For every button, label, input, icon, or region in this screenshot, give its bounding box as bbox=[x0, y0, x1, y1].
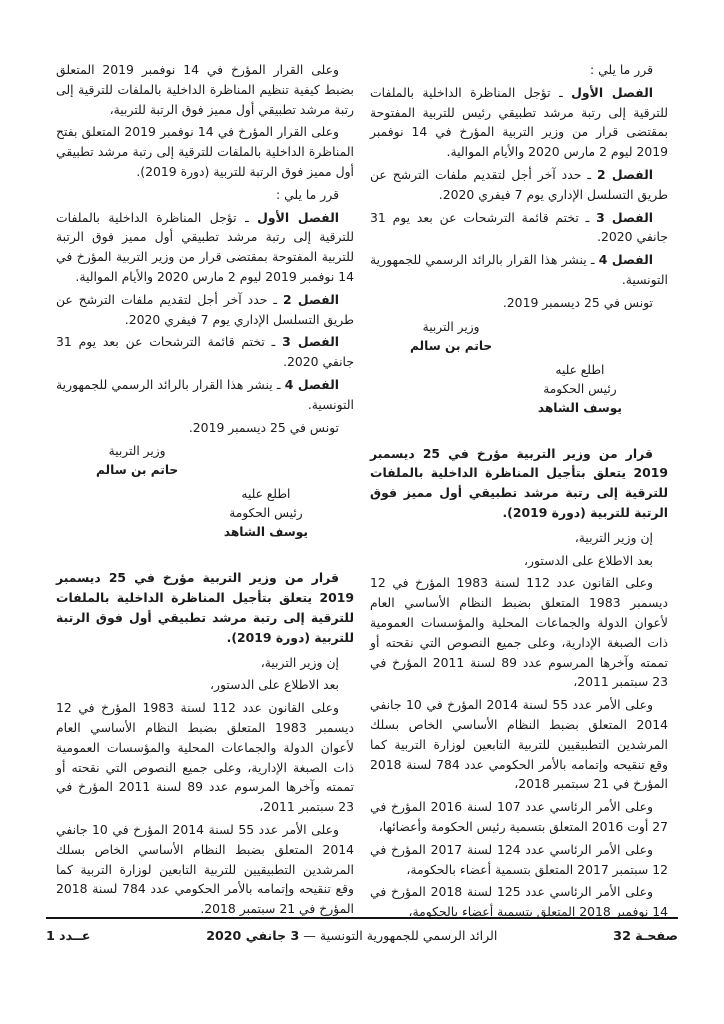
body-paragraph: وعلى الأمر الرئاسي عدد 124 لسنة 2017 المؤرخ في 12 سبتمبر 2017 المتعلق بتسمية أعضاء بالحكومة، bbox=[370, 841, 668, 877]
decision-intro: قرر ما يلي : bbox=[275, 186, 339, 202]
column-right bbox=[370, 60, 668, 925]
article-paragraph: الفصل الأول ـ تؤجل المناظرة الداخلية بالملفات للترقية إلى رتبة مرشد تطبيقي أول مميز فوق الرتبة للتربية المفتوحة بمقتضى قرار من وزير التربية المؤرخ في 14 نوفمبر 2019 ليوم 2 مارس 2020 والأيام الموالية. bbox=[56, 209, 354, 284]
article-label: الفصل الأول bbox=[257, 209, 339, 225]
article-label: الفصل 2 bbox=[596, 166, 653, 182]
signature-title: رئيس الحكومة bbox=[543, 381, 617, 396]
article-label: الفصل 4 bbox=[284, 376, 339, 392]
body-paragraph: وعلى القانون عدد 112 لسنة 1983 المؤرخ في 12 ديسمبر 1983 المتعلق بضبط النظام الأساسي العام لأعوان الدولة والجماعات المحلية والمؤسسات العمومية ذات الصبغة الإدارية، وعلى جميع النصوص التي نقحته أو تممته وآخرها المرسوم عدد 89 لسنة 2011 المؤرخ في 23 سبتمبر 2011، bbox=[56, 700, 354, 815]
place-date-line: تونس في 25 ديسمبر 2019. bbox=[502, 294, 653, 310]
signatory-name: حاتم بن سالم bbox=[410, 338, 493, 353]
article-paragraph: الفصل 3 ـ تختم قائمة الترشحات عن بعد يوم 31 جانفي 2020. bbox=[56, 334, 354, 370]
place-date-line: تونس في 25 ديسمبر 2019. bbox=[188, 419, 339, 435]
footer-issue-label: عــدد bbox=[59, 929, 91, 944]
signature-title: اطلع عليه bbox=[241, 487, 291, 502]
signature-block-minister bbox=[96, 442, 178, 480]
article-label: الفصل الأول bbox=[571, 84, 653, 100]
footer-page-label: صفحـة bbox=[635, 929, 678, 944]
article-label: الفصل 4 bbox=[598, 252, 653, 268]
article-label: الفصل 2 bbox=[282, 291, 339, 307]
article-paragraph: الفصل 4 ـ ينشر هذا القرار بالرائد الرسمي للجمهورية التونسية. bbox=[370, 252, 668, 287]
signatory-name: يوسف الشاهد bbox=[537, 400, 622, 415]
article-label: الفصل 3 bbox=[596, 209, 653, 225]
article-paragraph: الفصل 2 ـ حدد آخر أجل لتقديم ملفات الترشح عن طريق التسلسل الإداري يوم 7 فيفري 2020. bbox=[56, 291, 354, 327]
signature-title: وزير التربية bbox=[422, 319, 480, 334]
body-paragraph: وعلى الأمر عدد 55 لسنة 2014 المؤرخ في 10 جانفي 2014 المتعلق بضبط النظام الأساسي الخاص بسلك المرشدين التطبيقيين للتربية التابعين لوزارة التربية كما وقع تنقيحه وإتمامه بالأمر الحكومي عدد 784 لسنة 2018 المؤرخ في 21 سبتمبر 2018. bbox=[56, 821, 355, 917]
body-paragraph: وعلى القرار المؤرخ في 14 نوفمبر 2019 المتعلق بفتح المناظرة الداخلية بالملفات للترقية إلى رتبة مرشد تطبيقي أول مميز فوق الرتبة للتربية (دورة 2019). bbox=[56, 124, 354, 179]
body-paragraph: وعلى القانون عدد 112 لسنة 1983 المؤرخ في 12 ديسمبر 1983 المتعلق بضبط النظام الأساسي العام لأعوان الدولة والجماعات المحلية والمؤسسات العمومية ذات الصبغة الإدارية، وعلى جميع النصوص التي نقحته أو تممته وآخرها المرسوم عدد 89 لسنة 2011 المؤرخ في 23 سبتمبر 2011، bbox=[370, 575, 668, 690]
article-paragraph: الفصل الأول ـ تؤجل المناظرة الداخلية بالملفات للترقية إلى رتبة مرشد تطبيقي رئيس للتربية المفتوحة بمقتضى قرار من وزير التربية المؤرخ في 14 نوفمبر 2019 ليوم 2 مارس 2020 والأيام الموالية. bbox=[370, 84, 668, 160]
body-paragraph: وعلى الأمر عدد 55 لسنة 2014 المؤرخ في 10 جانفي 2014 المتعلق بضبط النظام الأساسي الخاص بسلك المرشدين التطبيقيين للتربية التابعين لوزارة التربية كما وقع تنقيحه وإتمامه بالأمر الحكومي عدد 784 لسنة 2018 المؤرخ في 21 سبتمبر 2018، bbox=[370, 697, 669, 792]
signatory-name: حاتم بن سالم bbox=[96, 463, 179, 478]
decision-intro: قرر ما يلي : bbox=[589, 62, 653, 77]
body-paragraph: وعلى الأمر الرئاسي عدد 107 لسنة 2016 المؤرخ في 27 أوت 2016 المتعلق بتسمية رئيس الحكومة وأعضائها، bbox=[370, 799, 668, 834]
body-paragraph: إن وزير التربية، bbox=[260, 654, 339, 670]
footer bbox=[46, 928, 678, 944]
article-paragraph: الفصل 3 ـ تختم قائمة الترشحات عن بعد يوم 31 جانفي 2020. bbox=[370, 209, 668, 245]
decree-heading: قرار من وزير التربية مؤرخ في 25 ديسمبر 2019 يتعلق بتأجيل المناظرة الداخلية بالملفات للترقية إلى رتبة مرشد تطبيقي أول فوق الرتبة للتربية (دورة 2019). bbox=[56, 570, 354, 645]
signature-block-countersign bbox=[224, 485, 308, 542]
body-paragraph: وعلى القرار المؤرخ في 14 نوفمبر 2019 المتعلق بضبط كيفية تنظيم المناظرة الداخلية بالملفات للترقية إلى رتبة مرشد تطبيقي أول مميز فوق الرتبة للتربية، bbox=[56, 62, 354, 117]
signature-block-minister bbox=[410, 318, 492, 356]
signature-title: رئيس الحكومة bbox=[229, 506, 303, 521]
column-left bbox=[56, 60, 354, 922]
footer-issue-number bbox=[46, 929, 90, 944]
footer-divider bbox=[46, 917, 678, 919]
article-paragraph: الفصل 2 ـ حدد آخر أجل لتقديم ملفات الترشح عن طريق التسلسل الإداري يوم 7 فيفري 2020. bbox=[370, 166, 668, 202]
article-label: الفصل 3 bbox=[282, 334, 339, 350]
signatory-name: يوسف الشاهد bbox=[223, 525, 308, 540]
body-paragraph: إن وزير التربية، bbox=[574, 529, 653, 545]
footer-issue-value: 1 bbox=[46, 929, 55, 944]
footer-page-value: 32 bbox=[613, 929, 631, 944]
body-paragraph: وعلى الأمر الرئاسي عدد 125 لسنة 2018 المؤرخ في 14 نوفمبر 2018 المتعلق بتسمية أعضاء بالحكومة، bbox=[370, 884, 668, 920]
article-paragraph: الفصل 4 ـ ينشر هذا القرار بالرائد الرسمي للجمهورية التونسية. bbox=[56, 376, 354, 412]
footer-journal-line bbox=[206, 928, 497, 943]
signature-block-countersign bbox=[538, 361, 622, 418]
footer-page-number bbox=[613, 929, 678, 944]
footer-journal-title: الرائد الرسمي للجمهورية التونسية bbox=[319, 928, 498, 943]
body-paragraph: بعد الاطلاع على الدستور، bbox=[524, 552, 653, 568]
signature-title: اطلع عليه bbox=[555, 362, 605, 377]
footer-issue-date: 3 جانفي 2020 bbox=[206, 928, 300, 943]
signature-title: وزير التربية bbox=[108, 444, 166, 459]
footer-dash: — bbox=[303, 928, 316, 943]
body-paragraph: بعد الاطلاع على الدستور، bbox=[210, 677, 339, 693]
decree-heading: قرار من وزير التربية مؤرخ في 25 ديسمبر 2019 يتعلق بتأجيل المناظرة الداخلية بالملفات للترقية إلى رتبة مرشد تطبيقي أول مميز فوق الرتبة للتربية (دورة 2019). bbox=[370, 445, 668, 520]
